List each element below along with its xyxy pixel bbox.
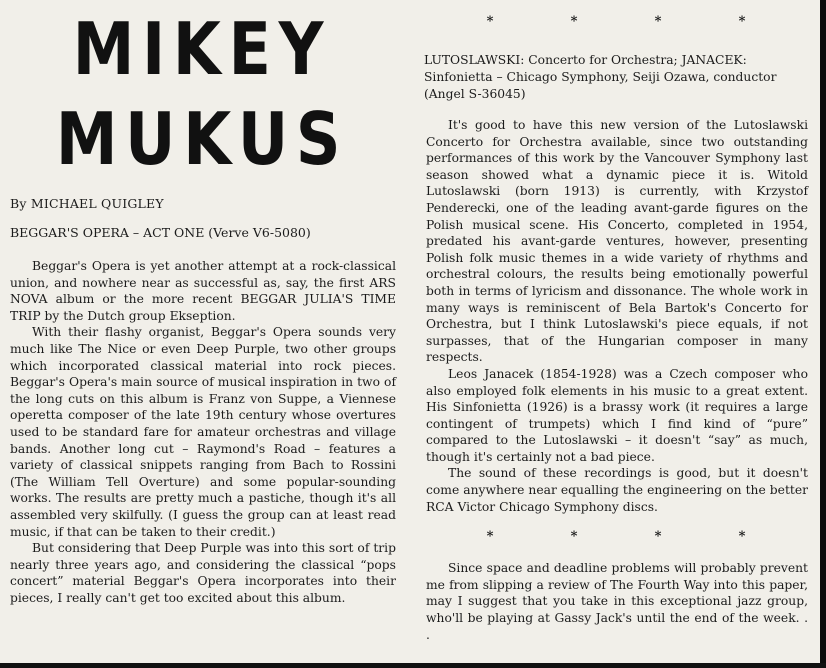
right-column — [424, 0, 808, 643]
byline: By MICHAEL QUIGLEY — [10, 196, 164, 211]
star-glyph: * — [570, 14, 578, 29]
closing-paragraph: Since space and deadline problems will probably prevent me from slipping a review of The Fourth Way into this paper, may I suggest that you take in this exceptional jazz group, who'll be playing at Gassy Jack's until the end of the week. . . — [426, 561, 808, 642]
review-1-paragraph: With their flashy organist, Beggar's Opera sounds very much like The Nice or even Deep Purple, two other groups which incorporated classical material into rock pieces. Beggar's Opera's main source of musical inspiration in two of the long cuts on this album is Franz von Suppe, a Viennese operetta composer of the late 19th century whose overtures used to be standard fare for amateur orchestras and village bands. Another long cut – Raymond's Road – features a variety of classical snippets ranging from Bach to Rossini (The William Tell Overture) and some popular-sounding works. The results are pretty much a pastiche, though it's all assembled very skilfully. (I guess the group can at least read music, if that can be taken to their credit.) — [10, 325, 396, 539]
star-glyph: * — [738, 14, 746, 29]
star-glyph: * — [654, 14, 662, 29]
separator-stars-mid — [424, 529, 808, 544]
star-glyph: * — [654, 529, 662, 545]
star-glyph: * — [738, 529, 746, 545]
review-1-paragraph: Beggar's Opera is yet another attempt at a rock-classical union, and nowhere near as successful as, say, the first ARS NOVA album or the more recent BEGGAR JULIA'S TIME TRIP by the Dutch group Ekseption. — [10, 259, 396, 323]
left-column — [8, 0, 396, 606]
review-1-heading: BEGGAR'S OPERA – ACT ONE (Verve V6-5080) — [10, 225, 311, 240]
review-2-paragraph: It's good to have this new version of the Lutoslawski Concerto for Orchestra available, since two outstanding performances of this work by the Vancouver Symphony last season showed what a dynamic piece it is. Witold Lutoslawski (born 1913) is currently, with Krzystof Penderecki, one of the leading avant-garde figures on the Polish musical scene. His Concerto, completed in 1954, predated his avant-garde ventures, however, presenting Polish folk music themes in a wide variety of rhythms and orchestral colours, the results being emotionally powerful both in terms of lyricism and dissonance. The whole work in many ways is reminiscent of Bela Bartok's Concerto for Orchestra, but I think Lutoslawski's piece equals, if not surpasses, that of the Hungarian composer in many respects. — [426, 118, 808, 365]
page-edge-right — [820, 0, 826, 668]
review-2-heading: LUTOSLAWSKI: Concerto for Orchestra; JANACEK: Sinfonietta – Chicago Symphony, Seiji Ozawa, conductor (Angel S-36045) — [424, 53, 777, 101]
star-glyph: * — [486, 529, 494, 545]
review-1-paragraph: But considering that Deep Purple was into this sort of trip nearly three years ago, and considering the classical “pops concert” material Beggar's Opera incorporates into their pieces, I really can't get too excited about this album. — [10, 541, 396, 605]
separator-stars-top — [424, 14, 808, 32]
review-2-paragraph: Leos Janacek (1854-1928) was a Czech composer who also employed folk elements in his music to a great extent. His Sinfonietta (1926) is a brassy work (it requires a large contingent of trumpets) which I find kind of “pure” compared to the Lutoslawski – it doesn't “say” as much, though it's certainly not a bad piece. — [426, 366, 808, 464]
headline-line-2: MUKUS — [55, 97, 349, 181]
headline-line-1: MIKEY — [72, 7, 332, 91]
page-edge-bottom — [0, 663, 826, 668]
star-glyph: * — [486, 14, 494, 29]
review-2-paragraph: The sound of these recordings is good, but it doesn't come anywhere near equalling the engineering on the better RCA Victor Chicago Symphony discs. — [426, 466, 808, 514]
star-glyph: * — [570, 529, 578, 545]
